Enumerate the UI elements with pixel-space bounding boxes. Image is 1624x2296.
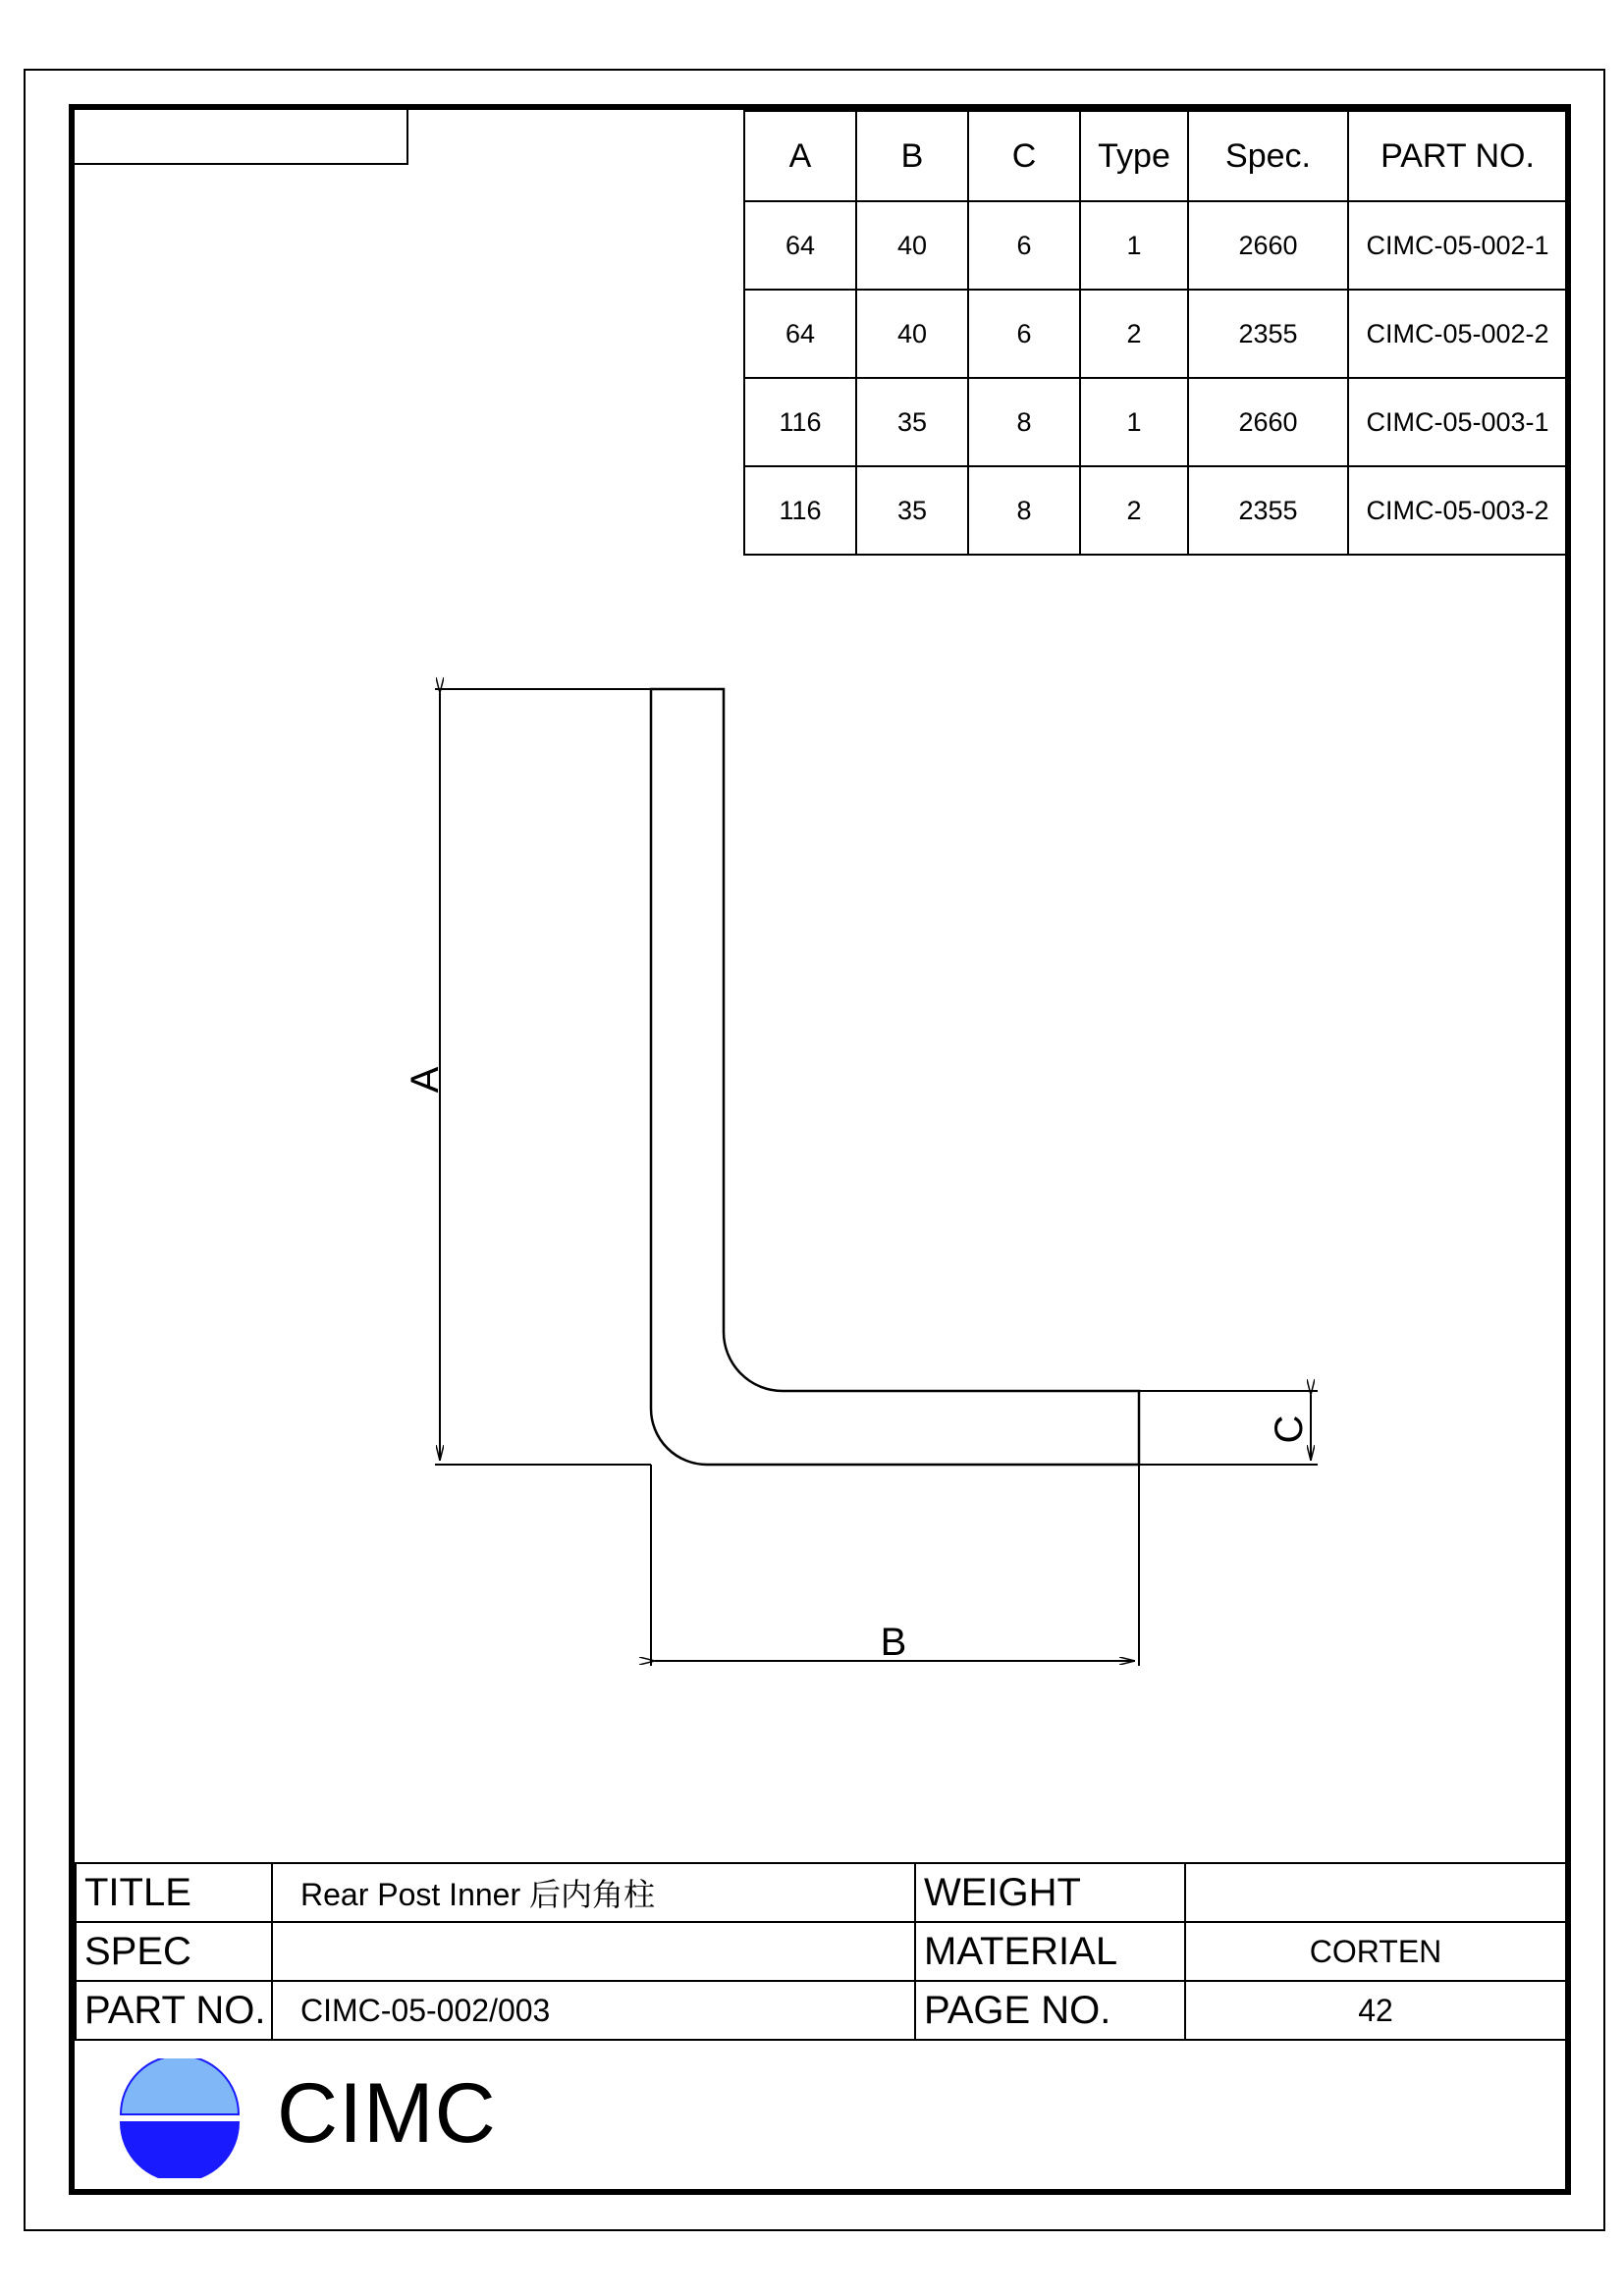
cimc-globe-logo-icon [120, 2058, 240, 2178]
cell-a: 64 [744, 201, 856, 290]
cell-spec: 2355 [1188, 466, 1348, 555]
part-no-row [76, 1981, 1566, 2040]
title-block [75, 1862, 1567, 2041]
spec-label: SPEC [76, 1922, 272, 1981]
dim-b-label: B [880, 1621, 907, 1664]
header-type: Type [1080, 111, 1188, 201]
logo-upper-half [121, 2058, 239, 2114]
page-no-value: 42 [1185, 1981, 1566, 2040]
profile-outline [651, 689, 1139, 1465]
cell-type: 1 [1080, 201, 1188, 290]
cell-spec: 2660 [1188, 201, 1348, 290]
header-a: A [744, 111, 856, 201]
cell-b: 35 [856, 466, 968, 555]
cell-a: 116 [744, 378, 856, 466]
cell-part-no: CIMC-05-002-2 [1348, 290, 1567, 378]
part-no-value: CIMC-05-002/003 [272, 1981, 915, 2040]
logo-lower-half [121, 2122, 239, 2178]
cell-b: 35 [856, 378, 968, 466]
cell-type: 2 [1080, 290, 1188, 378]
title-row [76, 1863, 1566, 1922]
header-c: C [968, 111, 1080, 201]
title-value: Rear Post Inner 后内角柱 [272, 1863, 915, 1922]
weight-value [1185, 1863, 1566, 1922]
header-spec: Spec. [1188, 111, 1348, 201]
cell-type: 1 [1080, 378, 1188, 466]
cell-part-no: CIMC-05-003-1 [1348, 378, 1567, 466]
material-label: MATERIAL [915, 1922, 1185, 1981]
cell-a: 116 [744, 466, 856, 555]
company-logo-text: CIMC [277, 2066, 497, 2161]
cell-type: 2 [1080, 466, 1188, 555]
header-b: B [856, 111, 968, 201]
material-value: CORTEN [1185, 1922, 1566, 1981]
cell-c: 8 [968, 378, 1080, 466]
page-no-label: PAGE NO. [915, 1981, 1185, 2040]
cell-spec: 2660 [1188, 378, 1348, 466]
weight-label: WEIGHT [915, 1863, 1185, 1922]
cell-b: 40 [856, 290, 968, 378]
cell-part-no: CIMC-05-003-2 [1348, 466, 1567, 555]
cell-a: 64 [744, 290, 856, 378]
cell-c: 6 [968, 201, 1080, 290]
cell-c: 8 [968, 466, 1080, 555]
spec-value [272, 1922, 915, 1981]
cell-b: 40 [856, 201, 968, 290]
cell-spec: 2355 [1188, 290, 1348, 378]
header-part-no: PART NO. [1348, 111, 1567, 201]
cell-part-no: CIMC-05-002-1 [1348, 201, 1567, 290]
dim-c-label: C [1268, 1415, 1311, 1444]
dim-a-label: A [404, 1066, 447, 1094]
cell-c: 6 [968, 290, 1080, 378]
part-no-label: PART NO. [76, 1981, 272, 2040]
title-label: TITLE [76, 1863, 272, 1922]
spec-row [76, 1922, 1566, 1981]
